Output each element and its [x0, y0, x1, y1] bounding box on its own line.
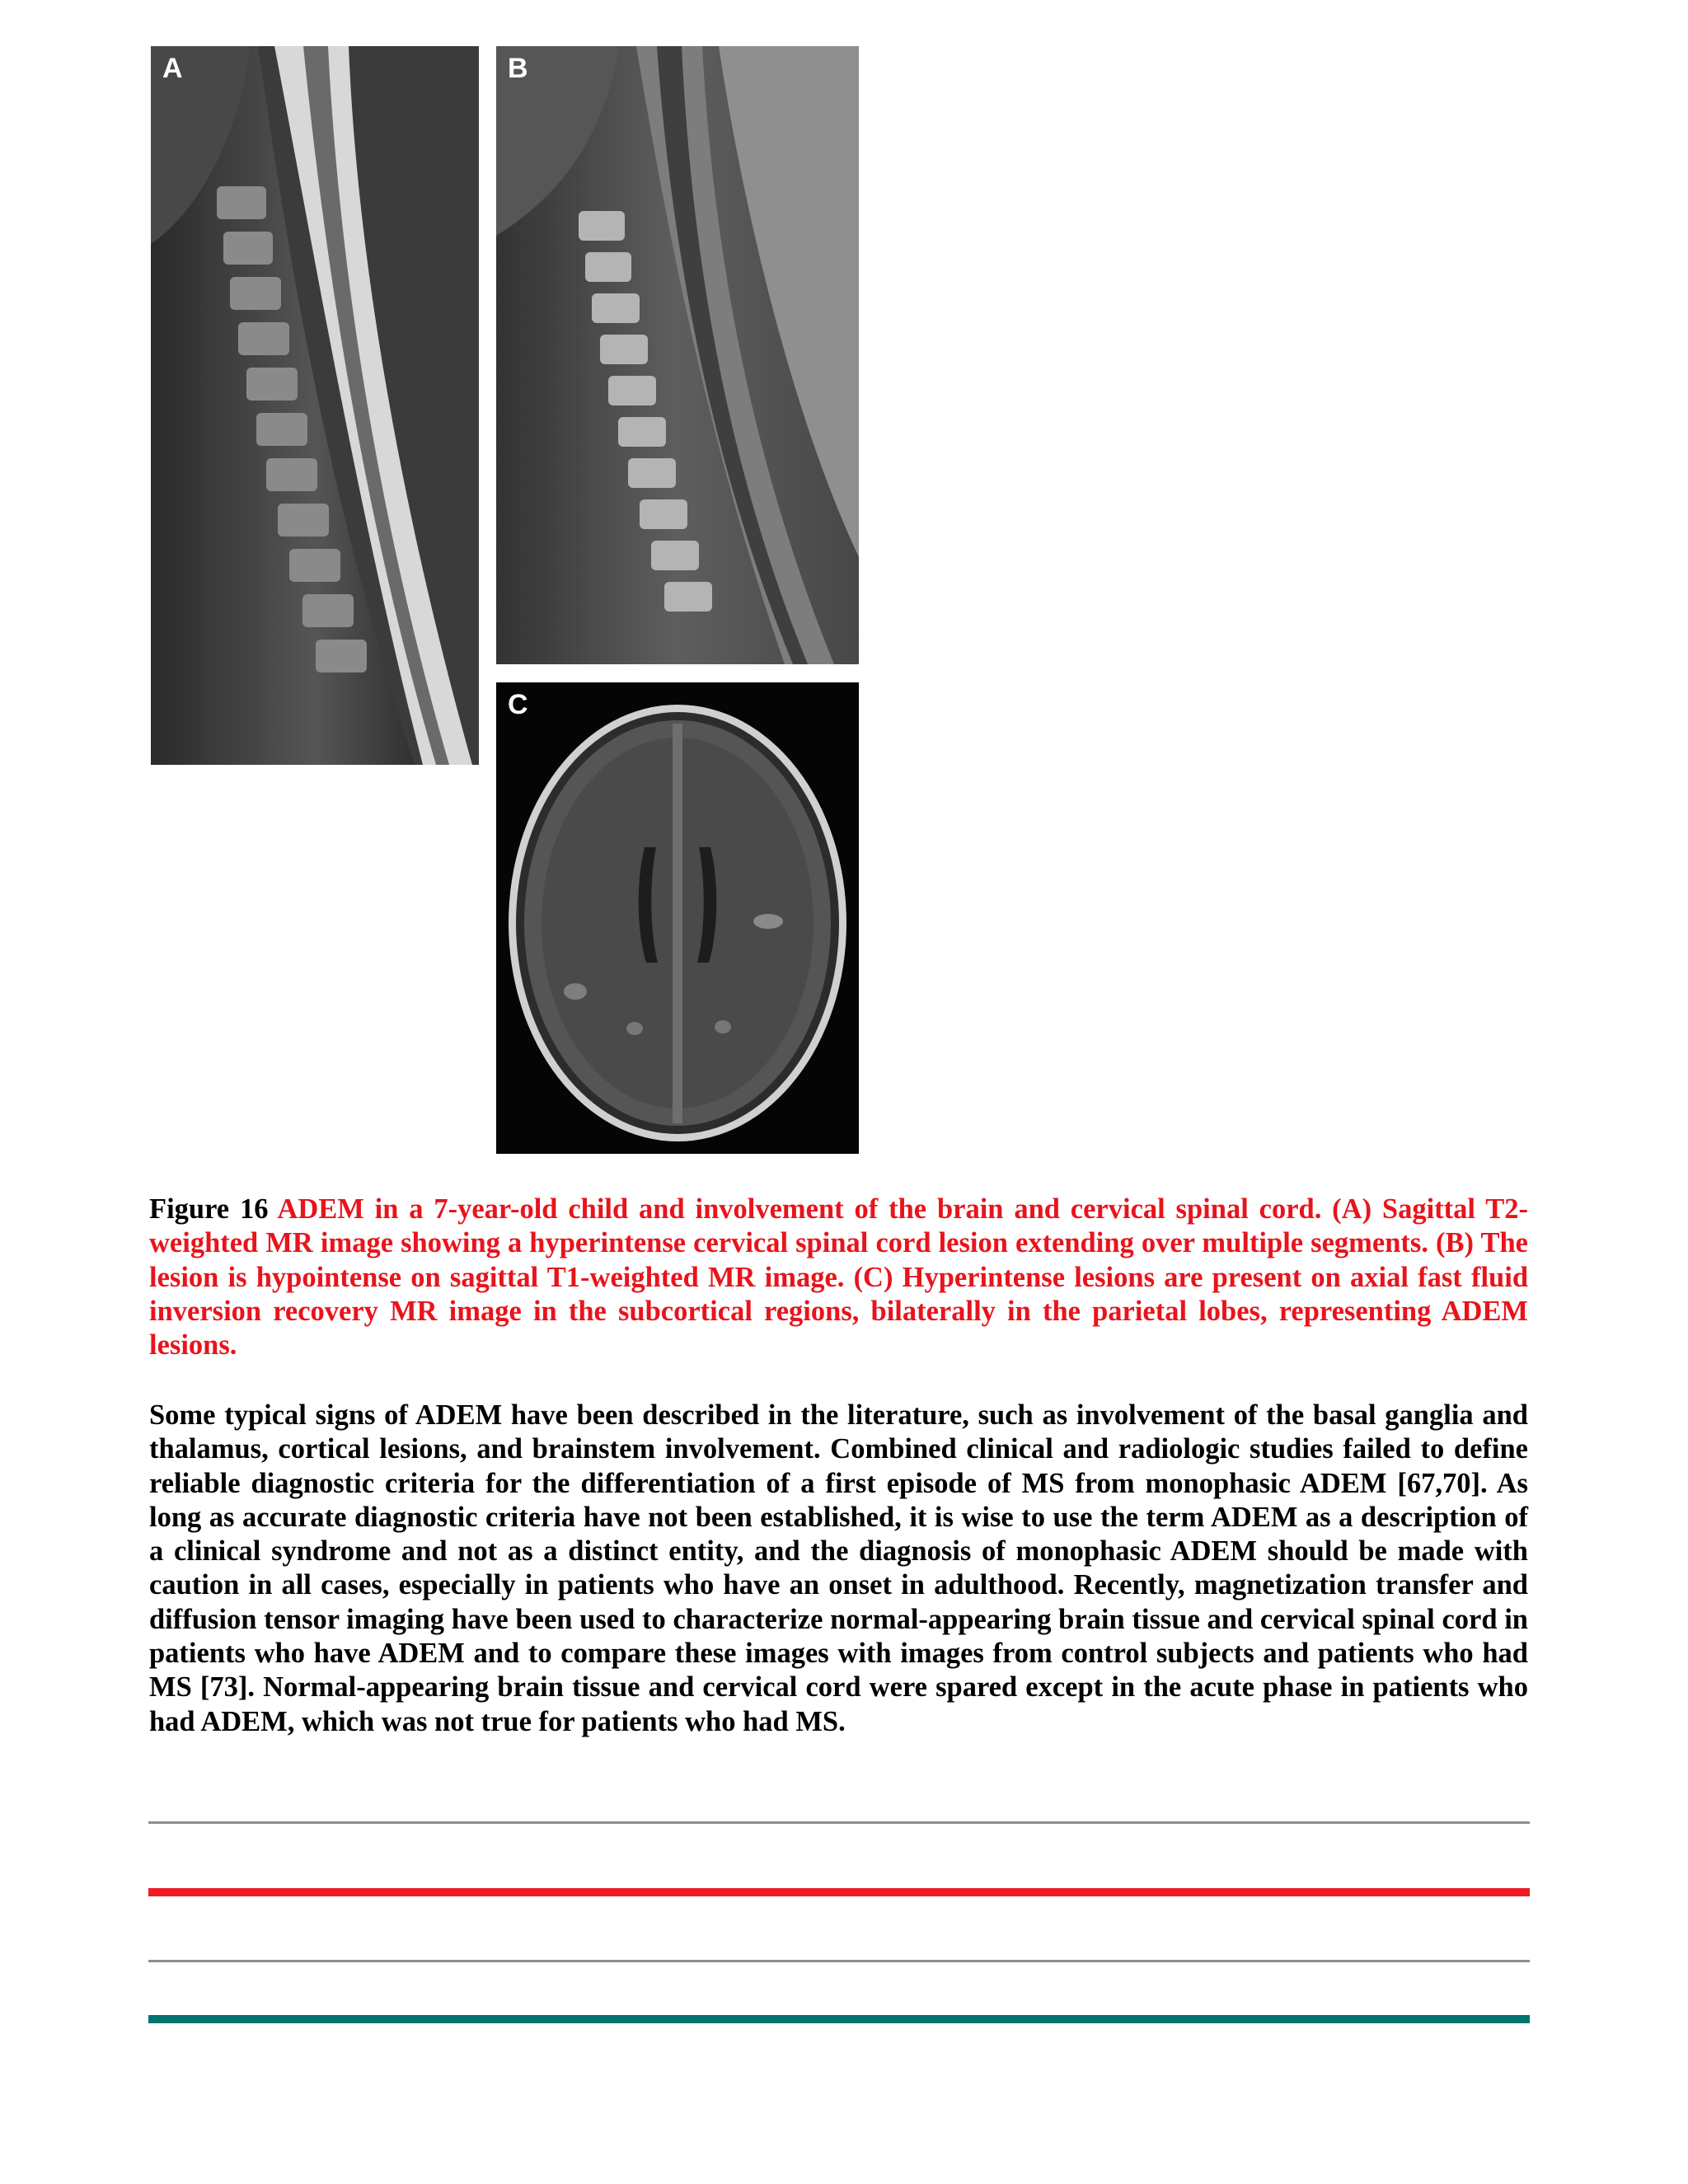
divider-gray-top	[148, 1821, 1530, 1824]
mri-sagittal-t1-image	[496, 46, 859, 664]
mri-sagittal-t2-image	[151, 46, 479, 765]
panel-label-c: C	[508, 689, 528, 720]
figure-label: Figure 16	[149, 1193, 269, 1225]
panel-label-a: A	[162, 53, 183, 84]
divider-red	[148, 1888, 1530, 1896]
body-paragraph: Some typical signs of ADEM have been described in the literature, such as involvement of the basal ganglia and thalamus, cortical lesions, and brainstem involvement. Combined clinical and radiologic studies failed to define reliable diagnostic criteria for the differentiation of a first episode of MS from monophasic ADEM [67,70]. As long as accurate diagnostic criteria have not been established, it is wise to use the term ADEM as a description of a clinical syndrome and not as a distinct entity, and the diagnosis of monophasic ADEM should be made with caution in all cases, especially in patients who have an onset in adulthood. Recently, magnetization transfer and diffusion tensor imaging have been used to characterize normal-appearing brain tissue and cervical spinal cord in patients who have ADEM and to compare these images with images from control subjects and patients who had MS [73]. Normal-appearing brain tissue and cervical cord were spared except in the acute phase in patients who had ADEM, which was not true for patients who had MS.	[149, 1399, 1528, 1737]
panel-label-b: B	[508, 53, 528, 84]
figure-panel-a	[151, 46, 479, 765]
divider-teal	[148, 2015, 1530, 2023]
divider-gray-bottom	[148, 1960, 1530, 1962]
figure-panel-c	[496, 682, 859, 1154]
figure-caption-text: ADEM in a 7-year-old child and involvement of the brain and cervical spinal cord. (A) Sagittal T2-weighted MR image showing a hyperintense cervical spinal cord lesion extending over multiple segments. (B) The lesion is hypointense on sagittal T1-weighted MR image. (C) Hyperintense lesions are present on axial fast fluid inversion recovery MR image in the subcortical regions, bilaterally in the parietal lobes, representing ADEM lesions.	[149, 1193, 1528, 1361]
figure-caption	[149, 1193, 1528, 1362]
mri-axial-flair-image	[496, 682, 859, 1154]
figure-panel-b	[496, 46, 859, 664]
